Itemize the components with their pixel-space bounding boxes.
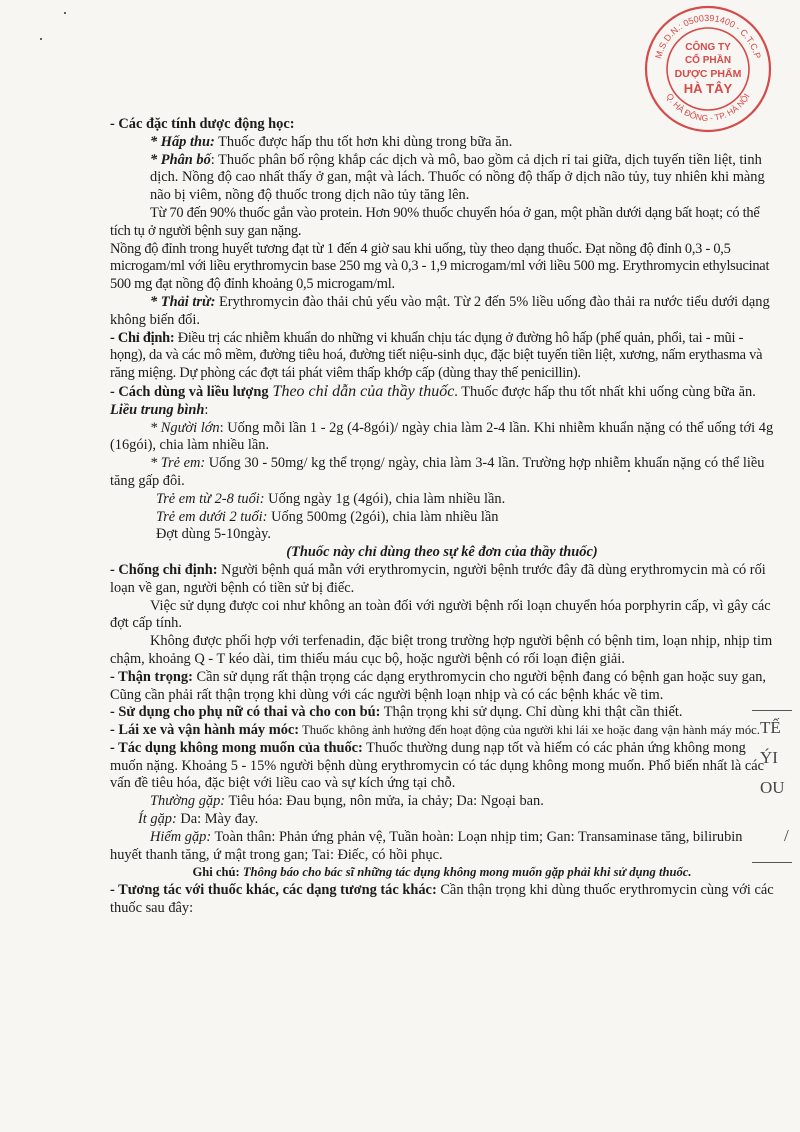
dosage-adult: * Người lớn: Uống mỗi lần 1 - 2g (4-8gói)/ ngày chia làm 2-4 lần. Khi nhiễm khuẩn nặng có thể uống tới 4g (16gói), chia làm nhiều lần. xyxy=(110,419,774,454)
pk-distribution-label: * Phân bố xyxy=(150,151,211,168)
adverse-note: Ghi chú: Thông báo cho bác sĩ những tác dụng không mong muốn gặp phải khi sử dụng thuốc. xyxy=(192,865,692,880)
dosage-label: - Cách dùng và liều lượng xyxy=(110,383,269,400)
driving: - Lái xe và vận hành máy móc: Thuốc không ảnh hưởng đến hoạt động của người khi lái xe hoặc đang vận hành máy móc. xyxy=(110,722,760,739)
margin-fragment: / xyxy=(784,826,789,845)
margin-fragment: TẾ xyxy=(760,718,781,737)
driving-label: - Lái xe và vận hành máy móc: xyxy=(110,722,300,739)
margin-fragment: ÝI xyxy=(760,748,778,767)
prescription-note: (Thuốc này chỉ dùng theo sự kê đơn của thầy thuốc) xyxy=(286,544,598,561)
pk-absorption: * Hấp thu: Thuốc được hấp thu tốt hơn khi dùng trong bữa ăn. xyxy=(150,133,513,150)
indications-label: - Chỉ định: xyxy=(110,329,175,346)
margin-fragment: OU xyxy=(760,778,785,797)
pk-elimination: * Thải trừ: Erythromycin đào thải chủ yếu vào mật. Từ 2 đến 5% liều uống đào thải ra nước tiểu dưới dạng không biến đổi. xyxy=(110,293,770,328)
contraindications-terfenadine: Không được phối hợp với terfenadin, đặc biệt trong trường hợp người bệnh có bệnh tim, loạn nhịp, nhịp tim chậm, khoảng Q - T kéo dài, tim thiếu máu cục bộ, hoặc người bệnh có rối loạn điện giải. xyxy=(110,633,773,667)
interactions: - Tương tác với thuốc khác, các dạng tương tác khác: Cần thận trọng khi dùng thuốc erythromycin cùng với các thuốc sau đây: xyxy=(110,882,774,917)
stamp-line-1: CÔNG TY xyxy=(685,42,731,53)
dosage: - Cách dùng và liều lượng Theo chỉ dẫn của thầy thuốc. Thuốc được hấp thu tốt nhất khi uống cùng bữa ăn. Liều trung bình: xyxy=(110,382,756,418)
interactions-label: - Tương tác với thuốc khác, các dạng tương tác khác: xyxy=(110,882,437,899)
pk-peak: Nồng độ đỉnh trong huyết tương đạt từ 1 đến 4 giờ sau khi uống, tùy theo dạng thuốc. Đạt nồng độ đỉnh 0,3 - 0,5 microgam/ml với liều erythromycin base 250 mg và 0,3 - 1,9 microgam/ml với liều 500 mg. Erythromycin ethylsucinat 500 mg đạt nồng độ đỉnh khoảng 0,5 microgam/ml. xyxy=(110,240,770,293)
pregnancy-label: - Sử dụng cho phụ nữ có thai và cho con bú: xyxy=(110,704,381,721)
stamp-line-4: HÀ TÂY xyxy=(683,81,733,96)
contraindications: - Chống chỉ định: Người bệnh quá mẫn với erythromycin, người bệnh trước đây đã dùng erythromycin mà có rối loạn về gan, người bệnh có tiền sử bị điếc. xyxy=(110,561,766,596)
scan-speck xyxy=(64,12,66,14)
pk-absorption-label: * Hấp thu: xyxy=(150,133,215,150)
scan-speck xyxy=(40,38,42,40)
adverse-uncommon: Ít gặp: Da: Mày đay. xyxy=(138,811,259,828)
stamp-line-2: CỔ PHẦN xyxy=(684,55,732,66)
precautions-label: - Thận trọng: xyxy=(110,668,193,685)
adverse-effects: - Tác dụng không mong muốn của thuốc: Thuốc thường dung nạp tốt và hiếm có các phản ứng không mong muốn nặng. Khoảng 5 - 15% người bệnh dùng erythromycin có tác dụng không mong muốn. Phổ biến nhất là các vấn đề tiêu hóa, đặc biệt với liều cao và sự kích ứng tại chỗ. xyxy=(110,739,765,792)
stamp-ring-text: M.S.D.N.: 0500391400 - C.T.C.P xyxy=(653,12,763,60)
contraindications-porphyria: Việc sử dụng được coi như không an toàn đối với người bệnh rối loạn chuyển hóa porphyrin cấp, vì gây các đợt cấp tính. xyxy=(110,597,771,632)
precautions: - Thận trọng: Cần sử dụng rất thận trọng các dạng erythromycin cho người bệnh đang có bệnh gan hoặc suy gan, Cũng cần phải rất thận trọng khi dùng với các người bệnh loạn nhịp và có các bệnh khác về tim. xyxy=(110,668,767,703)
dosage-child-2-8: Trẻ em từ 2-8 tuổi: Uống ngày 1g (4gói), chia làm nhiều lần. xyxy=(156,490,506,507)
adverse-label: - Tác dụng không mong muốn của thuốc: xyxy=(110,739,363,756)
adverse-common: Thường gặp: Tiêu hóa: Đau bụng, nôn mửa, ỉa chảy; Da: Ngoại ban. xyxy=(150,793,544,810)
adverse-rare: Hiếm gặp: Toàn thân: Phản ứng phản vệ, Tuần hoàn: Loạn nhịp tim; Gan: Transaminase tăng, bilirubin huyết thanh tăng, ứ mật trong gan; Tai: Điếc, có hồi phục. xyxy=(110,828,743,863)
contraindications-label: - Chống chỉ định: xyxy=(110,561,218,578)
document-body xyxy=(110,116,774,918)
pk-heading: - Các đặc tính dược động học: xyxy=(110,116,295,132)
pregnancy: - Sử dụng cho phụ nữ có thai và cho con bú: Thận trọng khi sử dụng. Chỉ dùng khi thật cần thiết. xyxy=(110,704,683,721)
indications: - Chỉ định: Điều trị các nhiễm khuẩn do những vi khuẩn chịu tác dụng ở đường hô hấp (phế quản, phổi, tai - mũi - họng), da và các mô mềm, đường tiêu hoá, đường tiết niệu-sinh dục, đặc biệt tuyến tiền liệt, xương, nấm erythasma và răng miệng. Dự phòng các đợt tái phát viêm thấp khớp cấp (dùng thay thế penicillin). xyxy=(110,329,763,382)
dosage-child-under-2: Trẻ em dưới 2 tuổi: Uống 500mg (2gói), chia làm nhiều lần xyxy=(156,508,499,525)
pk-elimination-label: * Thải trừ: xyxy=(150,293,216,310)
dosage-course: Đợt dùng 5-10ngày. xyxy=(156,526,271,543)
dosage-child: * Trẻ em: Uống 30 - 50mg/ kg thể trọng/ ngày, chia làm 3-4 lần. Trường hợp nhiễm khuẩn nặng có thể liều tăng gấp đôi. xyxy=(110,455,765,489)
stamp-line-3: DƯỢC PHẨM xyxy=(674,68,742,80)
pk-binding: Từ 70 đến 90% thuốc gắn vào protein. Hơn 90% thuốc chuyển hóa ở gan, một phần dưới dạng bất hoạt; có thể tích tụ ở người bệnh suy gan nặng. xyxy=(110,204,760,239)
stamp-bottom-text: Q. HÀ ĐÔNG - TP. HÀ NỘI xyxy=(664,91,752,124)
pk-distribution: * Phân bố: Thuốc phân bố rộng khắp các dịch và mô, bao gồm cả dịch rỉ tai giữa, dịch tuyến tiền liệt, tinh dịch. Nồng độ cao nhất thấy ở gan, mật và lách. Thuốc có nồng độ thấp ở dịch não tủy, tuy nhiên khi màng não bị viêm, nồng độ thuốc trong dịch não tủy tăng lên. xyxy=(150,151,765,204)
